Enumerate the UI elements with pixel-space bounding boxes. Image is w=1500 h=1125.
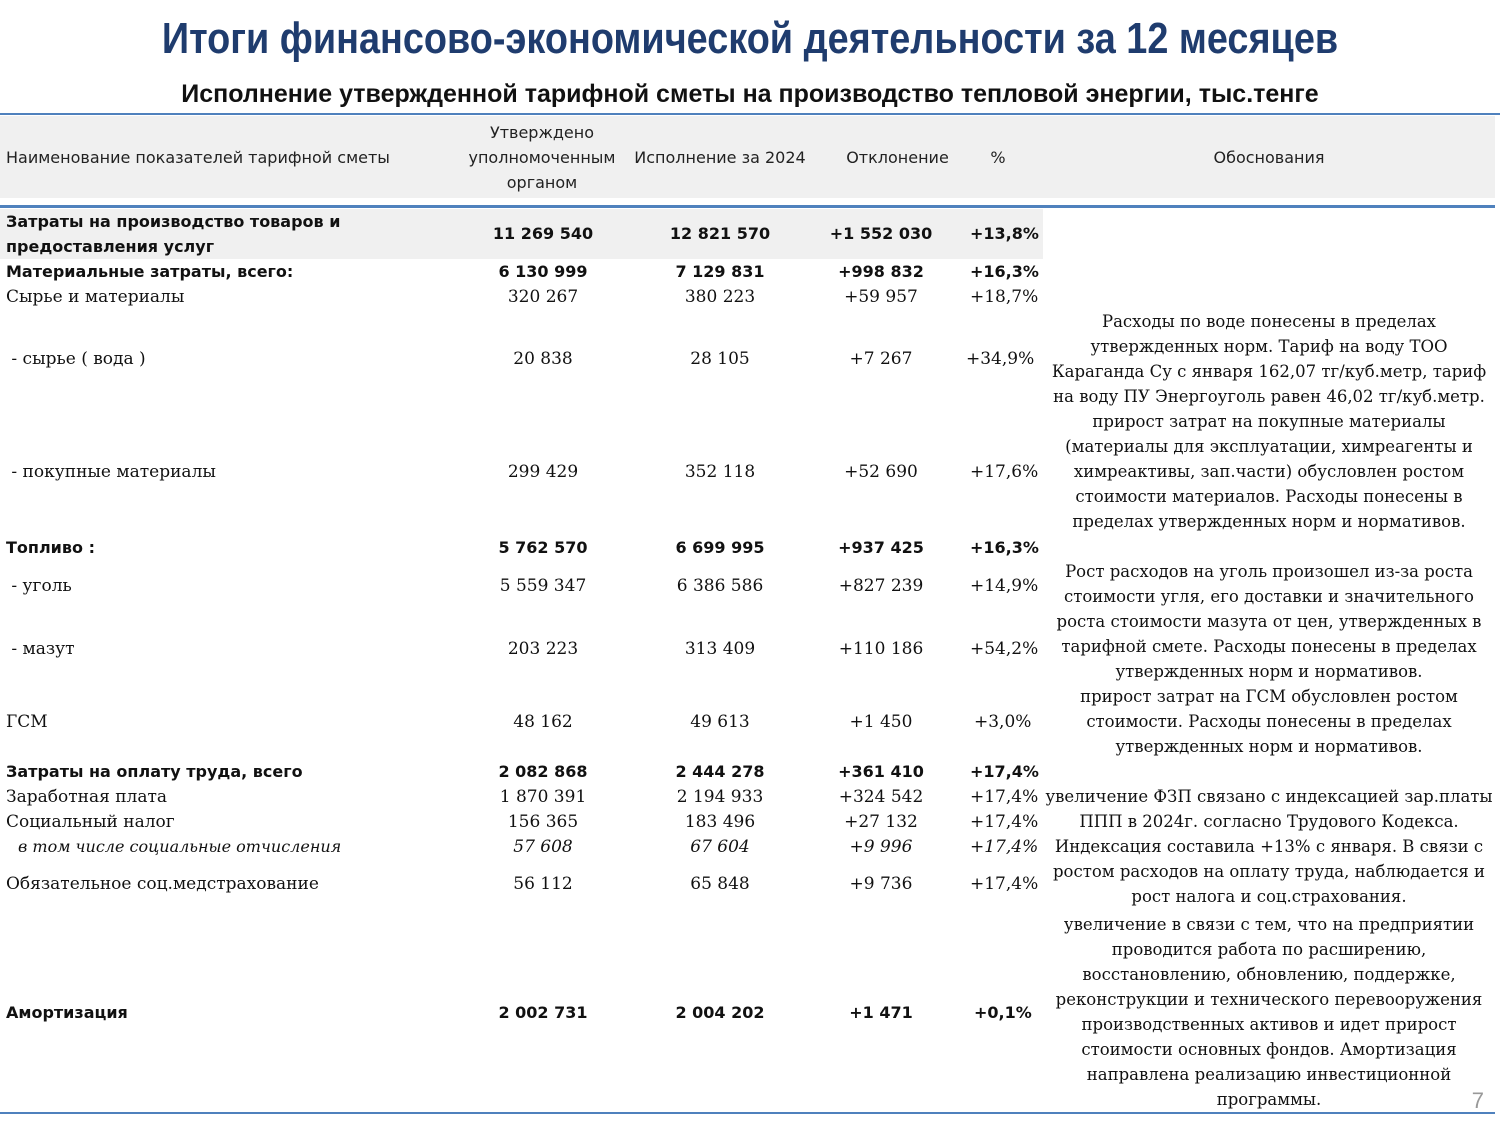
row-actual: 183 496 (684, 812, 756, 832)
row-deviation: +59 957 (844, 287, 918, 307)
row-approved: 5 559 347 (499, 576, 587, 596)
row-deviation: +1 552 030 (829, 224, 933, 243)
row-name: ГСМ (6, 712, 48, 732)
note-fuel: прирост затрат на ГСМ обусловлен ростом стоимости. Расходы понесены в пределах утвержденных норм и нормативов. (1080, 687, 1458, 756)
row-approved: 48 162 (513, 712, 573, 732)
row-name: - уголь (6, 576, 72, 596)
note-coal: Рост расходов на уголь произошел из-за роста стоимости угля, его доставки и значительного роста стоимости мазута от цен, утвержденных в тарифной смете. Расходы понесены в пределах утвержденных норм и нормативов. (1056, 562, 1482, 681)
row-deviation: +52 690 (844, 462, 918, 482)
row-deviation: +7 267 (849, 349, 913, 369)
row-percent: +16,3% (970, 262, 1039, 281)
row-name: Материальные затраты, всего: (6, 262, 294, 281)
row-name: Затраты на производство товаров и предоставления услуг (6, 212, 341, 256)
row-name: Социальный налог (6, 812, 175, 832)
row-actual: 313 409 (684, 639, 756, 659)
row-percent: +17,4% (970, 762, 1039, 781)
row-approved: 320 267 (507, 287, 579, 307)
row-approved: 11 269 540 (492, 224, 594, 243)
row-deviation: +9 996 (849, 837, 913, 857)
row-approved: 57 608 (513, 837, 573, 857)
header-name: Наименование показателей тарифной сметы (6, 147, 390, 167)
page-number: 7 (1471, 1088, 1484, 1113)
row-percent: +0,1% (974, 1003, 1032, 1022)
row-approved: 1 870 391 (499, 787, 587, 807)
row-percent: +17,4% (970, 874, 1039, 894)
row-percent: +18,7% (970, 287, 1039, 307)
row-actual: 2 444 278 (675, 762, 765, 781)
row-percent: +3,0% (974, 712, 1032, 732)
row-percent: +17,6% (970, 462, 1039, 482)
top-rule (0, 113, 1500, 115)
row-percent: +17,4% (970, 812, 1039, 832)
row-deviation: +937 425 (838, 538, 924, 557)
row-approved: 156 365 (507, 812, 579, 832)
row-actual: 6 699 995 (675, 538, 765, 557)
row-actual: 2 004 202 (675, 1003, 765, 1022)
header-approved: Утверждено уполномоченным органом (468, 122, 616, 192)
row-deviation: +1 471 (849, 1003, 913, 1022)
note-materials: прирост затрат на покупные материалы (материалы для эксплуатации, химреагенты и химреактивы, зап.части) обусловлен ростом стоимости материалов. Расходы понесены в пределах утвержденных норм и нормативов. (1065, 412, 1473, 531)
row-actual: 28 105 (690, 349, 750, 369)
note-depreciation: увеличение в связи с тем, что на предприятии проводится работа по расширению, восстановлению, обновлению, поддержке, реконструкции и технического перевооружения производственных активов и идет прирост стоимости основных фондов. Амортизация направлена реализацию инвестиционной программы. (1055, 915, 1483, 1109)
row-percent: +17,4% (970, 787, 1039, 807)
row-name: Топливо : (6, 538, 95, 557)
row-actual: 65 848 (690, 874, 750, 894)
header-rule (0, 205, 1495, 208)
header-actual: Исполнение за 2024 (634, 147, 806, 167)
row-approved: 2 002 731 (498, 1003, 588, 1022)
row-deviation: +110 186 (838, 639, 924, 659)
row-percent: +34,9% (966, 349, 1035, 369)
row-actual: 7 129 831 (675, 262, 765, 281)
row-name: Сырье и материалы (6, 287, 185, 307)
bottom-rule (0, 1112, 1495, 1114)
row-actual: 352 118 (684, 462, 756, 482)
row-name: Заработная плата (6, 787, 168, 807)
row-percent: +17,4% (970, 837, 1039, 857)
row-actual: 49 613 (690, 712, 750, 732)
row-percent: +16,3% (970, 538, 1039, 557)
row-approved: 203 223 (507, 639, 579, 659)
row-deviation: +827 239 (838, 576, 924, 596)
header-deviation: Отклонение (846, 147, 949, 167)
row-name: Затраты на оплату труда, всего (6, 762, 303, 781)
row-actual: 2 194 933 (676, 787, 764, 807)
row-name: Обязательное соц.медстрахование (6, 874, 319, 894)
row-actual: 67 604 (690, 837, 750, 857)
row-actual: 12 821 570 (669, 224, 771, 243)
row-deviation: +998 832 (838, 262, 924, 281)
row-deviation: +9 736 (849, 874, 913, 894)
row-percent: +14,9% (970, 576, 1039, 596)
row-name: в том числе социальные отчисления (18, 837, 342, 856)
header-justification: Обоснования (1213, 147, 1325, 167)
row-deviation: +27 132 (844, 812, 918, 832)
row-percent: +13,8% (970, 224, 1039, 243)
row-name: - сырье ( вода ) (6, 349, 146, 369)
table-subtitle: Исполнение утвержденной тарифной сметы на производство тепловой энергии, тыс.тенге (181, 80, 1319, 108)
row-deviation: +324 542 (838, 787, 924, 807)
row-deviation: +361 410 (838, 762, 924, 781)
row-approved: 5 762 570 (498, 538, 588, 557)
row-name: - покупные материалы (6, 462, 216, 482)
note-salary: увеличение ФЗП связано с индексацией зар.платы ППП в 2024г. согласно Трудового Кодекса. Индексация составила +13% с января. В связи с ростом расходов на оплату труда, наблюдается и рост налога и соц.страхования. (1045, 787, 1493, 906)
row-approved: 20 838 (513, 349, 573, 369)
page-title: Итоги финансово-экономической деятельности за 12 месяцев (161, 14, 1339, 63)
row-approved: 299 429 (507, 462, 579, 482)
row-name: Амортизация (6, 1003, 128, 1022)
row-actual: 6 386 586 (676, 576, 764, 596)
row-name: - мазут (6, 639, 75, 659)
header-percent: % (990, 147, 1006, 167)
row-actual: 380 223 (684, 287, 756, 307)
row-approved: 6 130 999 (498, 262, 588, 281)
row-approved: 2 082 868 (498, 762, 588, 781)
row-deviation: +1 450 (849, 712, 913, 732)
note-water: Расходы по воде понесены в пределах утвержденных норм. Тариф на воду ТОО Караганда Су с января 162,07 тг/куб.метр, тариф на воду ПУ Энергоуголь равен 46,02 тг/куб.метр. (1051, 312, 1487, 406)
row-approved: 56 112 (513, 874, 573, 894)
row-percent: +54,2% (970, 639, 1039, 659)
